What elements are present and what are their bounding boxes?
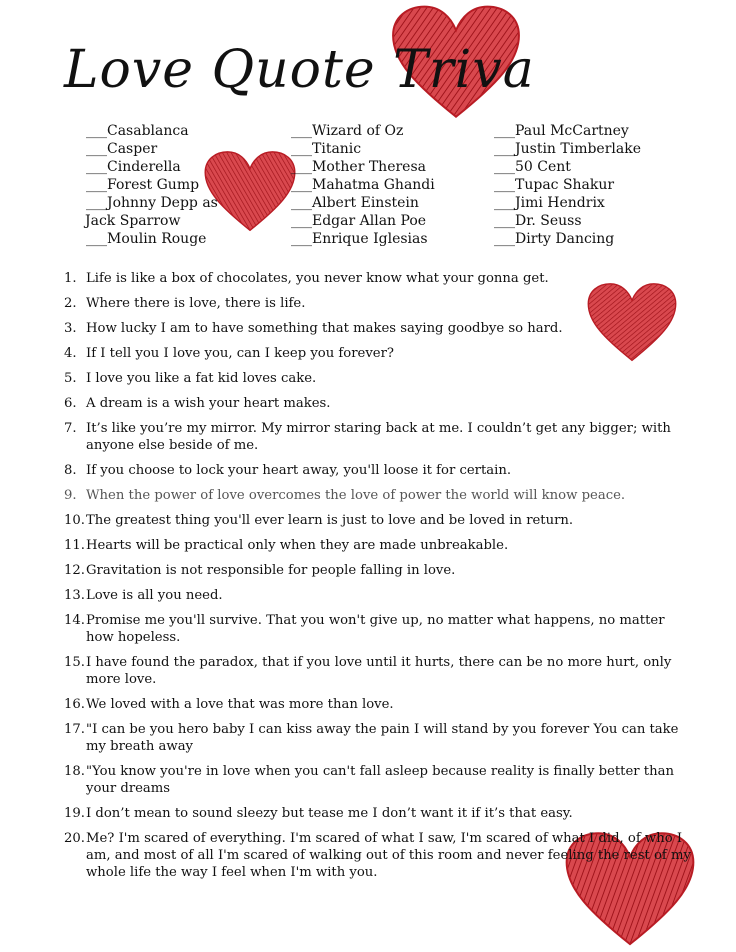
- quote-number: 13.: [64, 588, 85, 603]
- quote-text: It’s like you’re my mirror. My mirror staring back at me. I couldn’t get any bigger; with anyone else beside of me.: [86, 421, 671, 453]
- answer-item: ___Tupac Shakur: [494, 177, 615, 193]
- quote-number: 9.: [64, 488, 77, 503]
- quote-text: "You know you're in love when you can't fall asleep because reality is finally better than your dreams: [86, 764, 674, 796]
- quote-number: 20.: [64, 831, 85, 846]
- answer-item: Jack Sparrow: [85, 213, 181, 229]
- quote-text: Promise me you'll survive. That you won't give up, no matter what happens, no matter how hopeless.: [86, 613, 665, 645]
- answer-item: ___Casper: [86, 141, 158, 157]
- answer-item: ___Edgar Allan Poe: [291, 213, 427, 229]
- quote-text: I don’t mean to sound sleezy but tease me I don’t want it if it’s that easy.: [86, 806, 573, 821]
- answer-item: ___Johnny Depp as: [86, 195, 218, 211]
- answer-item: ___Paul McCartney: [494, 123, 629, 139]
- quote-text: Gravitation is not responsible for people falling in love.: [86, 563, 456, 578]
- answer-item: ___Forest Gump: [86, 177, 200, 193]
- quote-number: 4.: [64, 346, 77, 361]
- quote-text: I love you like a fat kid loves cake.: [86, 371, 317, 386]
- quote-item: [64, 295, 694, 312]
- quote-text: Hearts will be practical only when they are made unbreakable.: [86, 538, 509, 553]
- quote-number: 12.: [64, 563, 85, 578]
- quote-item: [64, 537, 694, 554]
- quote-item: [64, 320, 694, 337]
- quote-list: [64, 270, 694, 881]
- quote-item: [64, 763, 694, 797]
- answer-item: ___Dirty Dancing: [494, 231, 615, 247]
- quote-text: If I tell you I love you, can I keep you forever?: [86, 346, 394, 361]
- quote-number: 8.: [64, 463, 77, 478]
- quote-text: Me? I'm scared of everything. I'm scared of what I saw, I'm scared of what I did, of who I am, and most of all I'm scared of walking out of this room and never feeling the rest of my whole life the way I feel when I'm with you.: [86, 831, 691, 880]
- answer-item: ___Wizard of Oz: [291, 123, 404, 139]
- quote-text: We loved with a love that was more than love.: [86, 697, 394, 712]
- quote-text: The greatest thing you'll ever learn is just to love and be loved in return.: [86, 513, 574, 528]
- quote-text: How lucky I am to have something that makes saying goodbye so hard.: [86, 321, 563, 336]
- quote-item: [64, 420, 694, 454]
- quote-text: "I can be you hero baby I can kiss away the pain I will stand by you forever You can take my breath away: [86, 722, 679, 754]
- quote-number: 17.: [64, 722, 85, 737]
- quote-item: [64, 270, 694, 287]
- answer-item: ___Dr. Seuss: [494, 213, 582, 229]
- quote-number: 2.: [64, 296, 77, 311]
- quote-text: Where there is love, there is life.: [86, 296, 306, 311]
- quote-text: When the power of love overcomes the love of power the world will know peace.: [86, 488, 626, 503]
- quote-text: Life is like a box of chocolates, you never know what your gonna get.: [86, 271, 549, 286]
- quote-item: [64, 345, 694, 362]
- quote-item: [64, 654, 694, 688]
- quote-item: [64, 696, 694, 713]
- quote-text: If you choose to lock your heart away, you'll loose it for certain.: [86, 463, 512, 478]
- quote-number: 7.: [64, 421, 77, 436]
- answer-item: ___Albert Einstein: [291, 195, 419, 211]
- answer-item: ___Enrique Iglesias: [291, 231, 428, 247]
- answer-item: ___Mahatma Ghandi: [291, 177, 435, 193]
- quote-number: 1.: [64, 271, 77, 286]
- quote-text: I have found the paradox, that if you love until it hurts, there can be no more hurt, only more love.: [86, 655, 672, 687]
- answer-column-1: [86, 122, 291, 248]
- quote-item: [64, 487, 694, 504]
- quote-number: 15.: [64, 655, 85, 670]
- quote-number: 18.: [64, 764, 85, 779]
- answer-item: ___Cinderella: [86, 159, 181, 175]
- answer-item: ___Titanic: [291, 141, 362, 157]
- quote-item: [64, 462, 694, 479]
- quote-number: 3.: [64, 321, 77, 336]
- answer-item: ___Casablanca: [86, 123, 189, 139]
- answer-item: ___Mother Theresa: [291, 159, 426, 175]
- answer-item: ___50 Cent: [494, 159, 571, 175]
- quote-item: [64, 805, 694, 822]
- quote-item: [64, 512, 694, 529]
- quote-number: 16.: [64, 697, 85, 712]
- quote-item: [64, 721, 694, 755]
- quote-item: [64, 612, 694, 646]
- answer-column-2: [291, 122, 494, 248]
- quote-text: A dream is a wish your heart makes.: [86, 396, 331, 411]
- quote-number: 5.: [64, 371, 77, 386]
- quote-item: [64, 830, 694, 881]
- answer-item: ___Justin Timberlake: [494, 141, 642, 157]
- answer-bank: [86, 122, 694, 248]
- answer-item: ___Jimi Hendrix: [494, 195, 605, 211]
- quote-number: 14.: [64, 613, 85, 628]
- page-title: Love Quote Triva: [64, 40, 535, 100]
- answer-column-3: [494, 122, 694, 248]
- answer-item: ___Moulin Rouge: [86, 231, 207, 247]
- quote-item: [64, 370, 694, 387]
- quote-item: [64, 587, 694, 604]
- quote-number: 10.: [64, 513, 85, 528]
- quote-item: [64, 562, 694, 579]
- quote-number: 11.: [64, 538, 85, 553]
- quote-number: 6.: [64, 396, 77, 411]
- quote-item: [64, 395, 694, 412]
- quote-text: Love is all you need.: [86, 588, 223, 603]
- quote-number: 19.: [64, 806, 85, 821]
